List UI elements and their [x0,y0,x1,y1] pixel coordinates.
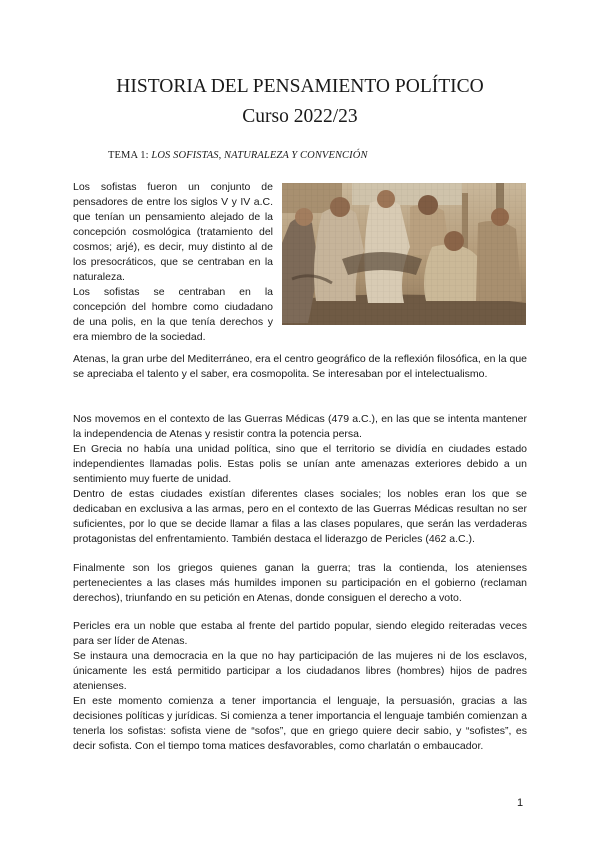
topic-heading [108,150,368,161]
paragraph-guerras-medicas: Nos movemos en el contexto de las Guerras Médicas (479 a.C.), en las que se intenta mantener la independencia de Atenas y resistir contra la potencia persa. [73,413,527,440]
topic-name: LOS SOFISTAS, NATURALEZA Y CONVENCIÓN [151,150,368,161]
topic-prefix: TEMA 1: [108,150,152,161]
paragraph-clases-sociales: Dentro de estas ciudades existían diferentes clases sociales; los nobles eran los que se dedicaban en exclusiva a las armas, pero en el contexto de las Guerras Médicas resultan no ser suficientes, por lo que se decide llamar a filas a las clases populares, que serán las verdaderas protagonistas del enfrentamiento. También destaca el liderazgo de Pericles (462 a.C.). [73,488,527,545]
paragraph-victoria-griega: Finalmente son los griegos quienes ganan la guerra; tras la contienda, los atenienses pertenecientes a las clases más humildes imponen su participación en el gobierno (reclaman derechos), triunfando en su petición en Atenas, donde consiguen el derecho a voto. [73,562,527,604]
philosophers-mosaic-image [282,183,526,325]
page-number: 1 [517,797,524,809]
paragraph-pericles: Pericles era un noble que estaba al frente del partido popular, siendo elegido reiteradas veces para ser líder de Atenas. [73,620,527,647]
paragraph-democracia: Se instaura una democracia en la que no hay participación de las mujeres ni de los esclavos, únicamente les está permitido participar a los ciudadanos libres (hombres) hijos de padres atenienses. [73,650,527,692]
intro-paragraph-1: Los sofistas fueron un conjunto de pensadores de entre los siglos V y IV a.C. que tenían un pensamiento alejado de la concepción cosmológica (tratamiento del cosmos; arjé), es decir, muy distinto al de los presocráticos, que se centraban en la naturaleza. [73,181,273,283]
intro-paragraph-2: Los sofistas se centraban en la concepción del hombre como ciudadano de una polis, en la que tenía derechos y era miembro de la sociedad. [73,286,273,343]
paragraph-polis: En Grecia no había una unidad política, sino que el territorio se dividía en ciudades estado independientes llamadas polis. Estas polis se unían ante amenazas exteriores debido a un sentimiento muy fuerte de unidad. [73,443,527,485]
document-title: HISTORIA DEL PENSAMIENTO POLÍTICO [116,76,484,97]
paragraph-atenas: Atenas, la gran urbe del Mediterráneo, era el centro geográfico de la reflexión filosófica, en la que se apreciaba el talento y el saber, era cosmopolita. Se interesaban por el intelectualismo. [73,353,527,380]
course-year: Curso 2022/23 [242,106,358,127]
paragraph-lenguaje-sofistas: En este momento comienza a tener importancia el lenguaje, la persuasión, gracias a las decisiones políticas y jurídicas. Si comienza a tener importancia el lenguaje también comienzan a tenerla los sofistas: sofista viene de “sofos”, que en griego quiere decir sabio, y “sofistes”, es decir sofista. Con el tiempo toma matices desfavorables, como charlatán o embaucador. [73,695,527,752]
intro-text [73,180,273,345]
